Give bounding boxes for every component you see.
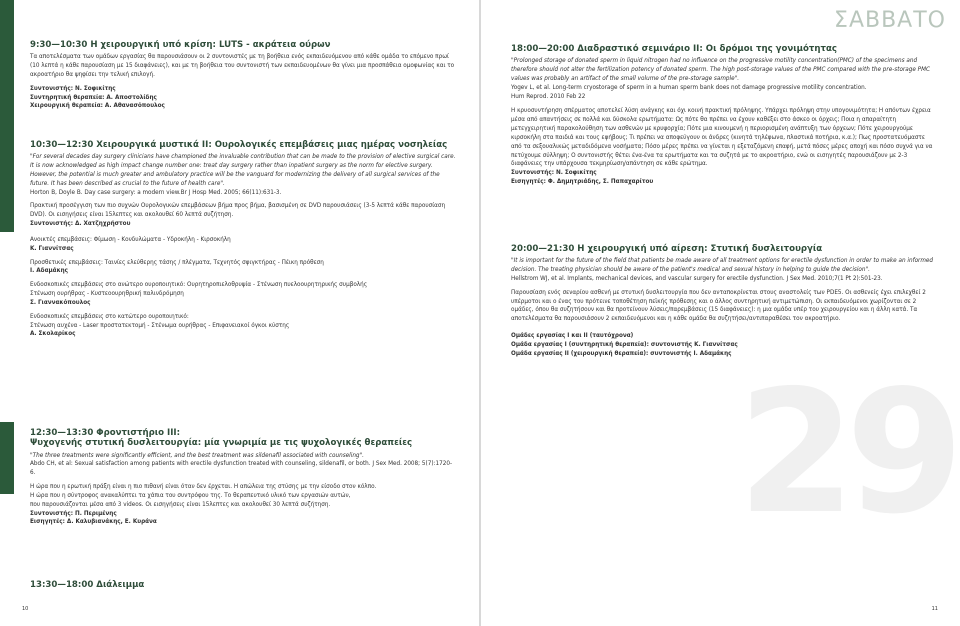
topic-upper-endoscopy-2: Στένωση ουρήθρας - Κυστεοουρηθρική παλινδρόμηση	[30, 291, 184, 298]
session-workshop-3	[30, 428, 456, 527]
session-quote: "For several decades day surgery clinicians have championed the invaluable contribution that can be made to the provision of elective surgical care. It is now acknowledged as high impact change number one: treat day surgery rather than inpatient surgery as the norm for elective surgery. However, the potential is much greater and ambulatory practice will be the vanguard for modernizing the delivery of all surgical services of the future. It has been described as crucial to the future of health care".	[30, 154, 456, 187]
session-title: 18:00—20:00 Διαδραστικό σεμινάριο ΙΙ: Οι δρόμοι της γονιμότητας	[511, 44, 837, 54]
session-day-surgery	[30, 140, 456, 339]
coordinator: Συντονιστής: Ν. Σοφικίτης	[30, 85, 116, 92]
quote-reference-2: Hum Reprod. 2010 Feb 22	[511, 93, 586, 100]
session-description: Πρακτική προσέγγιση των πιο συχνών Ουρολογικών επεμβάσεων βήμα προς βήμα, βασισμένη σε DVD παρουσιάσεις (3-5 λεπτά κάθε παρουσίαση DVD). Οι εισηγήσεις είναι 15λεπτες και ακολουθεί 60 λεπτά συζήτηση.	[30, 203, 446, 219]
session-subtitle: Ψυχογενής στυτική δυσλειτουργία: μία γνωριμία με τις ψυχολογικές θεραπείες	[30, 438, 413, 449]
topic-prosthetic: Προσθετικές επεμβάσεις: Ταινίες ελεύθερης τάσης / πλέγματα, Τεχνητός σφιγκτήρας - Πέικη πρόθεση	[30, 259, 324, 266]
group-2: Ομάδα εργασίας ΙΙ (χειρουργική θεραπεία): συντονιστής Ι. Αδαμάκης	[511, 350, 732, 357]
topic-speaker: Ι. Αδαμάκης	[30, 268, 69, 275]
session-quote: "It is important for the future of the field that patients be made aware of all treatment options for erectile dysfunction in order to make an informed decision. The treating physician should be aware of the patient's medical and sexual history in helping to guide the decision".	[511, 258, 934, 274]
quote-reference: Abdo CH, et al: Sexual satisfaction among patients with erectile dysfunction treated with counseling, sildenafil, or both. J Sex Med. 2008; 5(7):1720-6.	[30, 461, 453, 477]
session-title: 13:30—18:00 Διάλειμμα	[30, 580, 145, 590]
session-title: 10:30—12:30 Χειρουργικά μυστικά ΙΙ: Ουρολογικές επεμβάσεις μιας ημέρας νοσηλείας	[30, 140, 448, 150]
day-label: ΣΑΒΒΑΤΟ	[834, 8, 946, 33]
speakers: Εισηγητές: Δ. Καλυβιανάκης, Ε. Κυράνα	[30, 519, 157, 526]
session-description: Η κρυοσυντήρηση σπέρματος αποτελεί λύση ανάγκης και όχι κοινή πρακτική πρόληψης. Υπάρχει πρόληψη στην υπογονιμότητα; Η απόντων έχρεια μέσα από απαντήσεις σε πολλά και δύσκολα ερωτήματα: Ως πότε θα πρέπει να έχουν καθέξει στο άσκεο οι όρχεις; Ποια η απαραίτητη μετεγχειρητική παρακολούθηση των ασθενών με κρυψορχία; Πότε μια κινουμενή η περιορισμένη ανάπτυξη των όρχεων; Πότε χειρουργούμε κιρσοκήλη στα παιδιά και τους εφήβους; Τι πρέπει να αποφεύγουν οι άνδρες (κινητά τηλέφωνα, πλαστικά ποτήρια, κ.α.); Πως προστατευόμαστε από τα σεξουαλικώς μεταδιδόμενα νοσήματα; Πόσο μέρες πρέπει να γίνεται η εξεταζόμενη επαφή, μετά πόσες μέρες αποχή και πόσο συχνά για να πετύχουμε σύλληψη; Ο συντονιστής θέτει ένα-ένα τα ερωτήματα και τα συζητά με το ακροατήριο, ενώ οι εισηγητές παρουσιάζουν με 2-3 διαφάνειες την υπάρχουσα τεκμηρίωση/απάντηση σε κάθε ερώτημα.	[511, 108, 933, 168]
page-number: 10	[22, 606, 29, 612]
session-title: 20:00—21:30 Η χειρουργική υπό αίρεση: Στυτική δυσλειτουργία	[511, 244, 823, 254]
group-1: Ομάδα εργασίας Ι (συντηρητική θεραπεία): συντονιστής Κ. Γιαννίτσας	[511, 341, 738, 348]
session-description: Παρουσίαση ενός σεναρίου ασθενή με στυτική δυσλειτουργία που δεν ανταποκρίνεται στους αναστολείς των PDE5. Οι ασθενείς έχει επιλεχθεί 2 υπέρμοτοι και ο ένας του πρότεινε τοποθέτηση πεϊκής πρόθεσης και ο άλλος συντηρητική αντιμετώπιση. Οι εκπαιδευόμενοι χωρίζονται σε 2 ομάδες, όπου θα συζητήσουν και θα προτείνουν λύσεις/παρεμβάσεις (15 διαφάνειες): η μια ομάδα υπέρ του χειρουργείου και η άλλη κατά. Τα αποτελέσματα θα παρουσιάσουν 2 εκπαιδευόμενοι και η κάθε ομάδα θα συζητήσει/αντιπαραθέσει τον ακροατήριο.	[511, 289, 926, 323]
left-page	[0, 0, 479, 626]
session-description-2: Η ώρα που η σύντροφος ανακαλύπτει τα χάπια του συντρόφου της. Το θεραπευτικό υλικό των εργασιών αυτών,	[30, 492, 351, 499]
topic-lower-endoscopy: Ενδοσκοπικές επεμβάσεις στο κατώτερο ουροποιητικό:	[30, 313, 189, 320]
speaker-surgical: Χειρουργική θεραπεία: Α. Αθανασόπουλος	[30, 103, 165, 110]
session-luts	[30, 40, 456, 111]
session-description-3: που παρουσιάζονται μέσα από 3 videos. Οι εισηγήσεις είναι 15λεπτες και ακολουθεί 30 λεπτά συζήτηση.	[30, 501, 331, 508]
quote-reference: Yogev L, et al. Long-term cryostorage of sperm in a human sperm bank does not damage progressive motility concentration.	[511, 84, 867, 91]
session-quote: "Prolonged storage of donated sperm in liquid nitrogen had no influence on the progressive motility concentration(PMC) of the specimens and therefore should not alter the fertilization potency of donated sperm. The high post-storage values of the PMC compared with the pre-storage PMC values was probably an artifact of the small volume of the pre-storage sample".	[511, 58, 930, 82]
topic-upper-endoscopy: Ενδοσκοπικές επεμβάσεις στο ανώτερο ουροποιητικό: Ουρητηροπιελοθρυψία - Στένωση πυελοουρητηρικής συμβολής	[30, 282, 368, 289]
session-title: 12:30—13:30 Φροντιστήριο ΙΙΙ:	[30, 428, 181, 438]
session-break	[30, 580, 456, 593]
quote-reference: Horton B, Doyle B. Day case surgery: a modern view.Br J Hosp Med. 2005; 66(11):631-3.	[30, 189, 282, 196]
topic-lower-endoscopy-2: Στένωση αυχένα - Laser προστατεκτομή - Στένωμα ουρήθρας - Επιφανειακοί όγκοι κύστης	[30, 322, 290, 329]
coordinator: Συντονιστής: Ν. Σοφικίτης	[511, 170, 597, 177]
groups-title: Ομάδες εργασίας I και II (ταυτόχρονα)	[511, 333, 634, 340]
speaker-conservative: Συντηρητική θεραπεία: Α. Αποστολίδης	[30, 94, 157, 101]
session-title: 9:30—10:30 Η χειρουργική υπό κρίση: LUTS - ακράτεια ούρων	[30, 40, 331, 50]
topic-speaker: Α. Σκολαρίκος	[30, 331, 76, 338]
topic-open-surgery: Ανοικτές επεμβάσεις: Φίμωση - Κονδυλώματα - Υδροκήλη - Κιρσοκήλη	[30, 236, 231, 243]
session-erectile-dysfunction	[511, 244, 936, 359]
coordinator: Συντονιστής: Π. Περιμένης	[30, 510, 117, 517]
page-number: 11	[931, 606, 938, 612]
right-page	[481, 0, 960, 626]
session-description: Τα αποτελέσματα των ομάδων εργασίας θα παρουσιάσουν οι 2 συντονιστές με τη βοήθεια ενός εκπαιδευόμενου από κάθε ομάδα το επόμενο πρωί (10 λεπτά η κάθε παρουσίαση με 15 διαφάνειες), και με τη βοήθεια του συντονιστή των εκπαιδευομένων θα γίνει μια προσπάθεια ομοφωνίας και το ακροατήριο θα ψηφίσει την τελική επιλογή.	[30, 54, 455, 78]
session-quote: "The three treatments were significantly efficient, and the best treatment was sildenafil associated with counseling".	[30, 452, 364, 459]
quote-reference: Hellstrom WJ, et al. Implants, mechanical devices, and vascular surgery for erectile dysfunction. J Sex Med. 2010;7(1 Pt 2):501-23.	[511, 275, 883, 282]
green-side-bar	[0, 422, 14, 494]
speakers: Εισηγητές: Φ. Δημητριάδης, Σ. Παπαχαρίτου	[511, 179, 654, 186]
topic-speaker: Κ. Γιαννίτσας	[30, 245, 74, 252]
coordinator: Συντονιστής: Δ. Χατζηχρήστου	[30, 221, 131, 228]
session-fertility	[511, 44, 936, 187]
watermark-day-number: 29	[737, 354, 954, 552]
topic-speaker: Σ. Γιαννακόπουλος	[30, 299, 91, 306]
green-side-bar	[0, 0, 14, 232]
session-description: Η ώρα που η ερωτική πράξη είναι η πιο πιθανή είναι όταν δεν έρχεται. Η απώλεια της στύσης με την είσοδο στον κόλπο.	[30, 484, 377, 491]
